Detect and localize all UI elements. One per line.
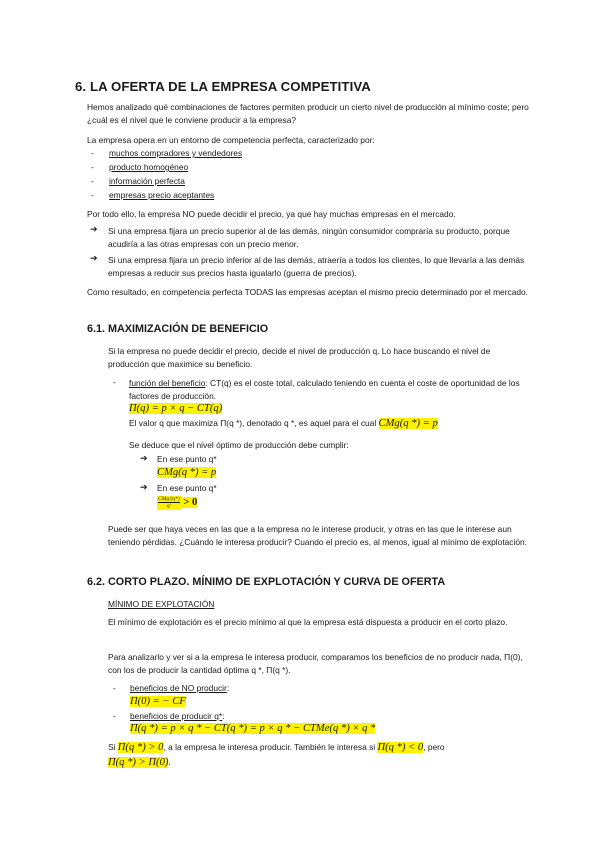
- final-condition-line-2: Π(q *) > Π(0).: [108, 757, 171, 768]
- arrow-icon: ➔: [140, 482, 148, 492]
- list-item: producto homogéneo: [109, 162, 189, 172]
- minimo-definition: El mínimo de explotación es el precio mínimo al que la empresa está dispuesta a producir en el corto plazo.: [108, 617, 508, 627]
- condition-label: En ese punto q*: [157, 454, 217, 464]
- profit-formula: Π(q) = p × q − CT(q): [129, 403, 223, 414]
- final-condition-line: Si Π(q *) > 0, a la empresa le interesa producir. También le interesa si Π(q *) < 0, pero: [108, 742, 445, 753]
- arrow-icon: ➔: [140, 453, 148, 463]
- benefit-no-produce-label: beneficios de NO producir:: [130, 683, 230, 693]
- list-item: empresas precio aceptantes: [109, 190, 215, 200]
- condition-2-formula: $\frac{\text{CMg'(q*)}}{q'}$ > 0: [158, 496, 198, 510]
- analysis-paragraph: Para analizarlo y ver si a la empresa le interesa producir, comparamos los beneficios de no producir nada, Π(0), con los de producir la cantidad óptima q *, Π(q *).: [108, 652, 523, 676]
- arrow-point: Si una empresa fijara un precio inferior al de las demás, atraería a todos los clientes, lo que llevaría a las demás empresas a reducir sus precios hasta igualarlo (guerra de precios).: [108, 255, 525, 279]
- arrow-point: Si una empresa fijara un precio superior al de las demás, ningún consumidor compraría su producto, porque acudiría a las otras empresas con un precio menor.: [108, 226, 510, 250]
- max-condition-formula: CMg(q *) = p: [378, 418, 438, 429]
- benefit-no-produce-formula: Π(0) = − CF: [130, 696, 186, 707]
- list-bullet: -: [91, 190, 94, 200]
- list-item: información perfecta: [109, 176, 185, 186]
- intro-paragraph: Hemos analizado qué combinaciones de factores permiten producir un cierto nivel de producción al mínimo coste; pero ¿cuál es el nivel que le conviene producir a la empresa?: [87, 102, 529, 126]
- section-heading-6-1: 6.1. MAXIMIZACIÓN DE BENEFICIO: [87, 323, 269, 335]
- profit-function-label: función del beneficio: [129, 378, 206, 388]
- result-paragraph: Como resultado, en competencia perfecta TODAS las empresas aceptan el mismo precio determinado por el mercado.: [87, 287, 528, 297]
- profit-function-text: : CT(q) es el coste total, calculado teniendo en cuenta el coste de oportunidad de los factores de producción.: [129, 378, 520, 402]
- page-title: 6. LA OFERTA DE LA EMPRESA COMPETITIVA: [75, 79, 371, 94]
- no-price-paragraph: Por todo ello, la empresa NO puede decidir el precio, ya que hay muchas empresas en el mercado.: [87, 209, 456, 219]
- list-bullet: -: [113, 711, 116, 721]
- max-condition-line: El valor q que maximiza Π(q *), denotado q *, es aquel para el cual CMg(q *) = p: [129, 418, 438, 429]
- list-bullet: -: [91, 162, 94, 172]
- s61-closing: Puede ser que haya veces en las que a la empresa no le interese producir, y otras en las que le interese aun teniendo pérdidas. ¿Cuándo le interesa producir? Cuando el precio es, al menos, igual al mínimo de explotación.: [108, 524, 527, 548]
- list-item: muchos compradores y vendedores: [109, 148, 243, 158]
- arrow-icon: ➔: [90, 253, 98, 263]
- list-bullet: -: [91, 148, 94, 158]
- list-bullet: -: [91, 176, 94, 186]
- condition-1-formula: CMg(q *) = p: [157, 467, 217, 478]
- environment-intro: La empresa opera en un entorno de competencia perfecta, caracterizado por:: [87, 135, 375, 145]
- list-bullet: -: [113, 683, 116, 693]
- subheading-minimo: MÍNIMO DE EXPLOTACIÓN: [108, 599, 215, 609]
- condition-label: En ese punto q*: [157, 483, 217, 493]
- deduce-text: Se deduce que el nivel óptimo de producción debe cumplir:: [129, 440, 349, 450]
- benefit-produce-label: beneficios de producir q*:: [130, 711, 225, 721]
- arrow-icon: ➔: [90, 224, 98, 234]
- s61-paragraph: Si la empresa no puede decidir el precio, decide el nivel de producción q. Lo hace buscando el nivel de producción que maximice su beneficio.: [108, 346, 491, 370]
- list-bullet: -: [113, 377, 116, 387]
- derivative-fraction: $\frac{\text{CMg'(q*)}}{q'}$: [158, 496, 180, 510]
- section-heading-6-2: 6.2. CORTO PLAZO. MÍNIMO DE EXPLOTACIÓN Y CURVA DE OFERTA: [87, 576, 446, 588]
- benefit-produce-formula: Π(q *) = p × q * − CT(q *) = p × q * − CTMe(q *) × q *: [130, 723, 376, 734]
- profit-function-item: [129, 377, 532, 404]
